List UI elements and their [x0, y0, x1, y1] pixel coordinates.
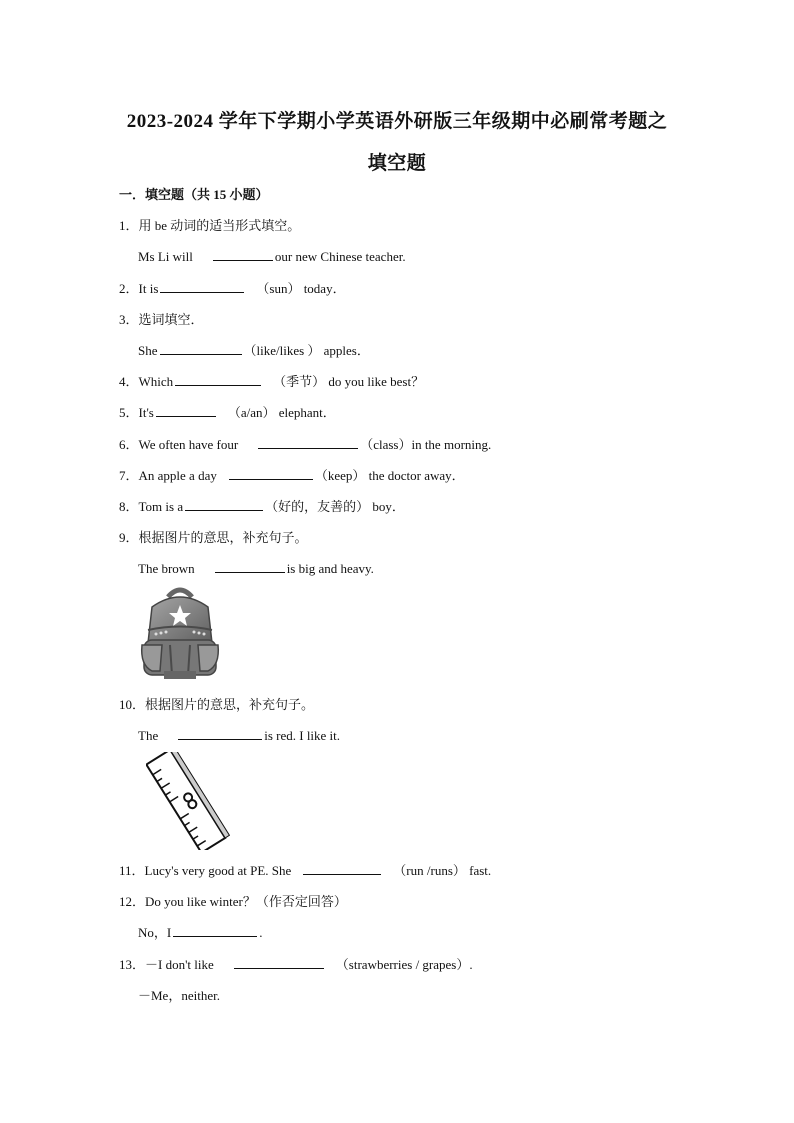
question-1-prompt: 1．用 be 动词的适当形式填空。 — [119, 218, 301, 233]
question-8: 8．Tom is a （好的，友善的） boy． — [119, 499, 405, 514]
answer-blank[interactable] — [234, 957, 324, 969]
question-3-prompt: 3．选词填空． — [119, 312, 204, 327]
question-11: 11．Lucy's very good at PE. She （run /runs） fast. — [119, 863, 492, 878]
ruler-image — [146, 752, 230, 850]
section-heading: 一．填空题（共 15 小题） — [119, 187, 269, 202]
answer-blank[interactable] — [229, 468, 313, 480]
question-10-sentence: The is red. I like it. — [138, 728, 341, 743]
question-5: 5．It's （a/an） elephant． — [119, 405, 336, 420]
answer-blank[interactable] — [303, 863, 381, 875]
answer-blank[interactable] — [178, 728, 262, 740]
question-12-sentence: No，I . — [138, 925, 263, 940]
answer-blank[interactable] — [215, 561, 285, 573]
answer-blank[interactable] — [160, 281, 244, 293]
question-9-prompt: 9．根据图片的意思，补充句子。 — [119, 530, 308, 545]
answer-blank[interactable] — [185, 499, 263, 511]
answer-blank[interactable] — [213, 249, 273, 261]
question-9-sentence: The brown is big and heavy. — [138, 561, 374, 576]
answer-blank[interactable] — [258, 437, 358, 449]
question-4: 4．Which （季节） do you like best？ — [119, 374, 425, 389]
question-6: 6．We often have four （class）in the morning. — [119, 437, 492, 452]
answer-blank[interactable] — [173, 925, 257, 937]
answer-blank[interactable] — [156, 405, 216, 417]
question-7: 7．An apple a day （keep） the doctor away． — [119, 468, 465, 483]
question-13-reply: －Me，neither. — [138, 988, 220, 1003]
question-3-sentence: She （like/likes ） apples． — [138, 343, 370, 358]
answer-blank[interactable] — [160, 343, 242, 355]
question-10-prompt: 10．根据图片的意思，补充句子。 — [119, 697, 315, 712]
page-title-line2: 填空题 — [367, 153, 427, 174]
question-2: 2．It is （sun） today． — [119, 281, 346, 296]
schoolbag-image — [138, 585, 222, 683]
question-13: 13．－I don't like （strawberries / grapes）. — [119, 957, 473, 972]
question-12-prompt: 12．Do you like winter？（作否定回答） — [119, 894, 347, 909]
question-1-sentence: Ms Li will our new Chinese teacher. — [138, 249, 406, 264]
answer-blank[interactable] — [175, 374, 261, 386]
page-title: 2023-2024 学年下学期小学英语外研版三年级期中必刷常考题之 — [126, 111, 668, 132]
